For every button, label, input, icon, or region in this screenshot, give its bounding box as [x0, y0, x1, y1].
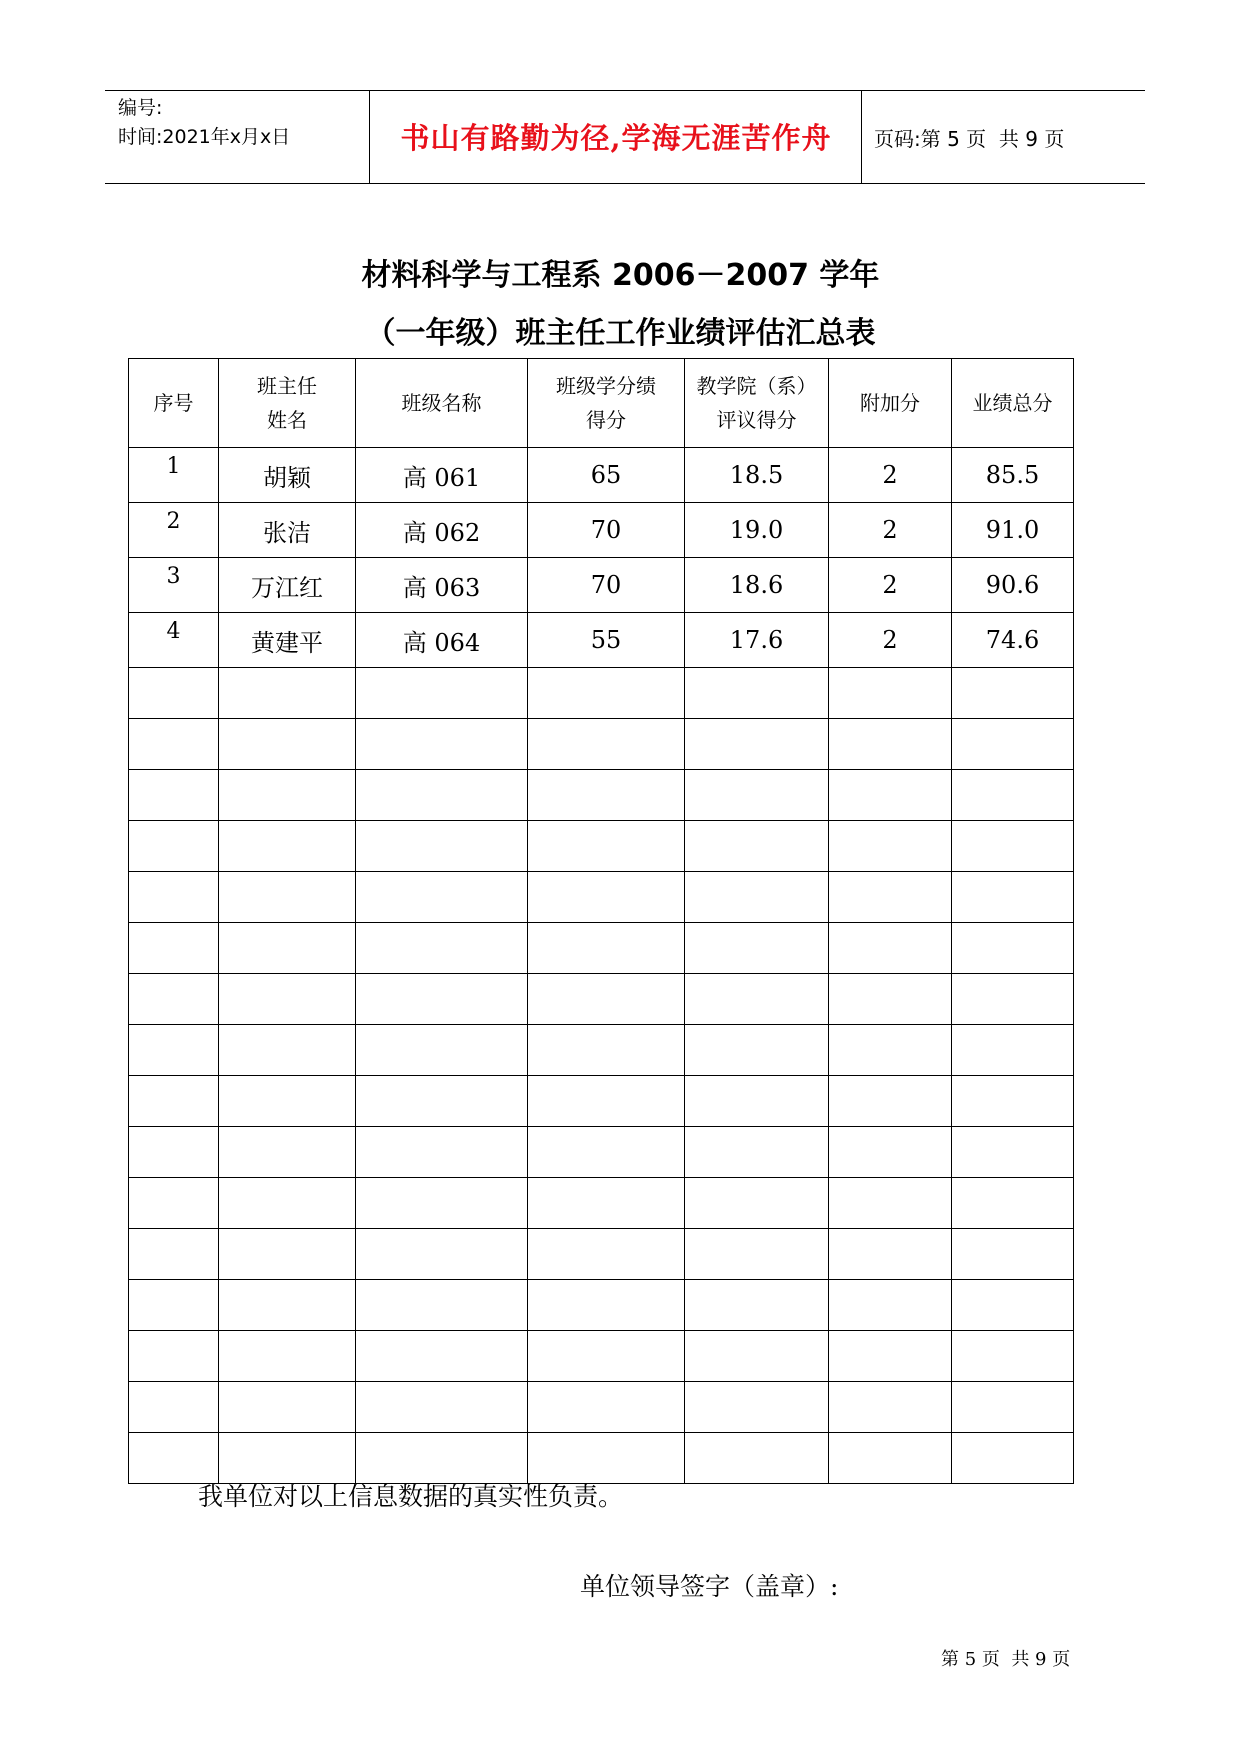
empty-table-cell	[528, 1178, 685, 1229]
responsibility-statement: 我单位对以上信息数据的真实性负责。	[198, 1482, 624, 1511]
empty-table-cell	[829, 1025, 952, 1076]
empty-table-cell	[356, 821, 528, 872]
empty-table-cell	[129, 1280, 219, 1331]
empty-table-row	[129, 1280, 1074, 1331]
empty-table-cell	[129, 668, 219, 719]
empty-table-cell	[528, 821, 685, 872]
column-header: 业绩总分	[952, 359, 1074, 448]
empty-table-cell	[952, 1178, 1074, 1229]
table-cell: 高 063	[356, 558, 528, 613]
table-cell: 70	[528, 558, 685, 613]
empty-table-cell	[356, 770, 528, 821]
empty-table-cell	[685, 1178, 829, 1229]
empty-table-cell	[952, 821, 1074, 872]
empty-table-cell	[685, 872, 829, 923]
empty-table-cell	[952, 1025, 1074, 1076]
empty-table-cell	[356, 719, 528, 770]
empty-table-cell	[219, 1025, 356, 1076]
empty-table-row	[129, 1178, 1074, 1229]
empty-table-cell	[685, 974, 829, 1025]
table-cell: 2	[829, 558, 952, 613]
empty-table-cell	[528, 1025, 685, 1076]
empty-table-cell	[829, 821, 952, 872]
evaluation-summary-table	[128, 358, 1074, 1484]
empty-table-cell	[829, 719, 952, 770]
empty-table-row	[129, 1076, 1074, 1127]
empty-table-cell	[356, 1127, 528, 1178]
empty-table-cell	[129, 1433, 219, 1484]
empty-table-cell	[528, 1433, 685, 1484]
empty-table-row	[129, 1127, 1074, 1178]
empty-table-cell	[528, 974, 685, 1025]
empty-table-cell	[129, 974, 219, 1025]
empty-table-cell	[356, 1076, 528, 1127]
empty-table-cell	[685, 1331, 829, 1382]
document-number-label: 编号:	[118, 97, 163, 119]
empty-table-cell	[528, 923, 685, 974]
empty-table-cell	[952, 1433, 1074, 1484]
empty-table-cell	[528, 1280, 685, 1331]
empty-table-row	[129, 1229, 1074, 1280]
empty-table-cell	[528, 770, 685, 821]
empty-table-cell	[528, 1076, 685, 1127]
table-cell: 张洁	[219, 503, 356, 558]
document-time-label: 时间:2021年x月x日	[118, 126, 291, 148]
empty-table-cell	[685, 1229, 829, 1280]
empty-table-cell	[685, 1382, 829, 1433]
column-header: 教学院（系） 评议得分	[685, 359, 829, 448]
empty-table-cell	[952, 719, 1074, 770]
empty-table-cell	[129, 1229, 219, 1280]
empty-table-cell	[685, 719, 829, 770]
header-divider-left	[369, 90, 370, 183]
empty-table-cell	[952, 1127, 1074, 1178]
empty-table-row	[129, 770, 1074, 821]
empty-table-cell	[952, 1382, 1074, 1433]
empty-table-cell	[356, 1280, 528, 1331]
empty-table-cell	[829, 668, 952, 719]
empty-table-cell	[356, 1229, 528, 1280]
empty-table-cell	[129, 1382, 219, 1433]
empty-table-cell	[219, 668, 356, 719]
column-header: 附加分	[829, 359, 952, 448]
table-cell: 2	[829, 503, 952, 558]
empty-table-cell	[528, 872, 685, 923]
table-row	[129, 448, 1074, 503]
empty-table-cell	[829, 923, 952, 974]
document-title-line2: （一年级）班主任工作业绩评估汇总表	[365, 316, 876, 351]
empty-table-cell	[685, 770, 829, 821]
empty-table-cell	[356, 1025, 528, 1076]
empty-table-cell	[685, 1280, 829, 1331]
empty-table-cell	[356, 1433, 528, 1484]
empty-table-cell	[829, 1076, 952, 1127]
signature-label: 单位领导签字（盖章）:	[580, 1572, 839, 1601]
table-cell: 4	[129, 613, 219, 668]
empty-table-row	[129, 923, 1074, 974]
empty-table-cell	[129, 1331, 219, 1382]
empty-table-cell	[219, 1229, 356, 1280]
table-cell: 高 064	[356, 613, 528, 668]
empty-table-cell	[356, 923, 528, 974]
column-header: 班级学分绩 得分	[528, 359, 685, 448]
empty-table-row	[129, 1382, 1074, 1433]
empty-table-row	[129, 974, 1074, 1025]
empty-table-cell	[685, 1076, 829, 1127]
empty-table-cell	[219, 719, 356, 770]
empty-table-cell	[952, 668, 1074, 719]
empty-table-cell	[829, 872, 952, 923]
empty-table-cell	[219, 1178, 356, 1229]
empty-table-cell	[219, 1331, 356, 1382]
empty-table-cell	[219, 1280, 356, 1331]
empty-table-cell	[356, 668, 528, 719]
empty-table-cell	[685, 1127, 829, 1178]
empty-table-cell	[356, 1331, 528, 1382]
empty-table-cell	[219, 872, 356, 923]
header-divider-right	[861, 90, 862, 183]
empty-table-cell	[528, 1229, 685, 1280]
table-body	[129, 448, 1074, 1484]
document-title-line1: 材料科学与工程系 2006－2007 学年	[361, 258, 880, 293]
column-header: 序号	[129, 359, 219, 448]
table-cell: 万江红	[219, 558, 356, 613]
page-footer: 第 5 页 共 9 页	[941, 1649, 1071, 1670]
empty-table-cell	[219, 923, 356, 974]
table-row	[129, 613, 1074, 668]
empty-table-row	[129, 719, 1074, 770]
table-cell: 18.6	[685, 558, 829, 613]
table-cell: 2	[829, 448, 952, 503]
empty-table-cell	[952, 770, 1074, 821]
table-cell: 3	[129, 558, 219, 613]
empty-table-cell	[829, 1280, 952, 1331]
empty-table-cell	[356, 974, 528, 1025]
table-header-row	[129, 359, 1074, 448]
empty-table-cell	[129, 1178, 219, 1229]
empty-table-cell	[356, 872, 528, 923]
empty-table-cell	[952, 1280, 1074, 1331]
empty-table-row	[129, 1331, 1074, 1382]
empty-table-cell	[829, 1331, 952, 1382]
empty-table-cell	[129, 821, 219, 872]
empty-table-cell	[129, 1025, 219, 1076]
empty-table-cell	[952, 923, 1074, 974]
empty-table-cell	[685, 668, 829, 719]
empty-table-cell	[219, 821, 356, 872]
empty-table-cell	[685, 923, 829, 974]
table-cell: 90.6	[952, 558, 1074, 613]
empty-table-cell	[829, 1433, 952, 1484]
table-cell: 85.5	[952, 448, 1074, 503]
empty-table-cell	[685, 1025, 829, 1076]
empty-table-cell	[829, 1178, 952, 1229]
empty-table-cell	[219, 1076, 356, 1127]
empty-table-cell	[829, 1127, 952, 1178]
table-cell: 胡颖	[219, 448, 356, 503]
empty-table-cell	[952, 974, 1074, 1025]
empty-table-row	[129, 668, 1074, 719]
empty-table-cell	[528, 668, 685, 719]
table-cell: 70	[528, 503, 685, 558]
empty-table-cell	[952, 1229, 1074, 1280]
empty-table-cell	[219, 1433, 356, 1484]
table-cell: 19.0	[685, 503, 829, 558]
column-header: 班主任 姓名	[219, 359, 356, 448]
empty-table-cell	[129, 1076, 219, 1127]
empty-table-cell	[952, 872, 1074, 923]
table-cell: 18.5	[685, 448, 829, 503]
empty-table-cell	[356, 1382, 528, 1433]
empty-table-cell	[219, 974, 356, 1025]
table-cell: 高 062	[356, 503, 528, 558]
empty-table-cell	[528, 1331, 685, 1382]
table-cell: 2	[829, 613, 952, 668]
header-page-info: 页码:第 5 页 共 9 页	[874, 127, 1065, 151]
empty-table-cell	[129, 770, 219, 821]
empty-table-cell	[129, 872, 219, 923]
empty-table-cell	[219, 1382, 356, 1433]
header-meta	[118, 94, 290, 152]
empty-table-row	[129, 821, 1074, 872]
empty-table-cell	[528, 719, 685, 770]
empty-table-cell	[129, 923, 219, 974]
empty-table-cell	[952, 1331, 1074, 1382]
empty-table-cell	[829, 974, 952, 1025]
empty-table-cell	[829, 770, 952, 821]
table-cell: 2	[129, 503, 219, 558]
empty-table-cell	[219, 770, 356, 821]
empty-table-cell	[829, 1229, 952, 1280]
table-cell: 1	[129, 448, 219, 503]
empty-table-cell	[952, 1076, 1074, 1127]
header-motto: 书山有路勤为径,学海无涯苦作舟	[400, 121, 832, 155]
table-cell: 91.0	[952, 503, 1074, 558]
table-row	[129, 558, 1074, 613]
empty-table-cell	[829, 1382, 952, 1433]
empty-table-row	[129, 1025, 1074, 1076]
table-cell: 55	[528, 613, 685, 668]
empty-table-row	[129, 1433, 1074, 1484]
table-row	[129, 503, 1074, 558]
empty-table-row	[129, 872, 1074, 923]
table-cell: 17.6	[685, 613, 829, 668]
empty-table-cell	[356, 1178, 528, 1229]
empty-table-cell	[528, 1127, 685, 1178]
empty-table-cell	[685, 821, 829, 872]
empty-table-cell	[129, 719, 219, 770]
empty-table-cell	[528, 1382, 685, 1433]
empty-table-cell	[685, 1433, 829, 1484]
header-bottom-rule	[105, 183, 1145, 184]
table-cell: 高 061	[356, 448, 528, 503]
table-cell: 黄建平	[219, 613, 356, 668]
column-header: 班级名称	[356, 359, 528, 448]
empty-table-cell	[219, 1127, 356, 1178]
empty-table-cell	[129, 1127, 219, 1178]
table-cell: 65	[528, 448, 685, 503]
table-cell: 74.6	[952, 613, 1074, 668]
